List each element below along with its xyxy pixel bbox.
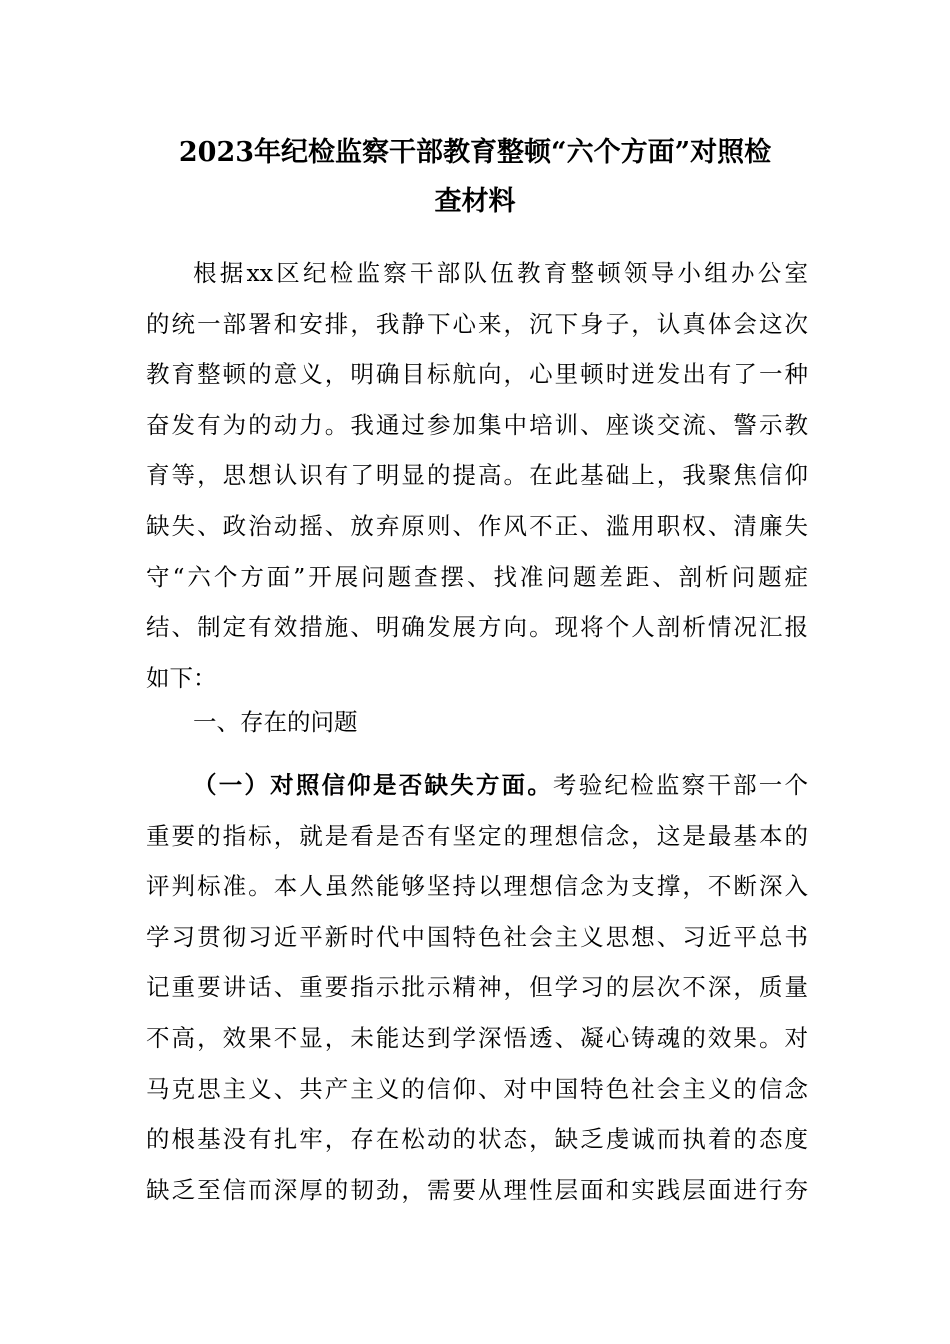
intro-line: 根据xx区纪检监察干部队伍教育整顿领导小组办公室 <box>193 259 808 287</box>
document-title <box>120 128 830 226</box>
intro-line: 结、制定有效措施、明确发展方向。现将个人剖析情况汇报 <box>146 613 808 642</box>
title-line-2: 查材料 <box>434 186 516 217</box>
item-1-line: 重要的指标，就是看是否有坚定的理想信念，这是最基本的 <box>146 821 808 850</box>
intro-line: 如下： <box>146 663 217 692</box>
intro-paragraph <box>146 248 808 703</box>
item-1-line: 记重要讲话、重要指示批示精神，但学习的层次不深，质量 <box>146 973 808 1002</box>
intro-line: 缺失、政治动摇、放弃原则、作风不正、滥用职权、清廉失 <box>146 511 808 540</box>
item-1-line: 不高，效果不显，未能达到学深悟透、凝心铸魂的效果。对 <box>146 1023 808 1052</box>
item-1-lead: （一）对照信仰是否缺失方面。 <box>193 771 554 799</box>
item-1-line: 的根基没有扎牢，存在松动的状态，缺乏虔诚而执着的态度 <box>146 1125 808 1154</box>
title-line-1: 2023年纪检监察干部教育整顿“六个方面”对照检 <box>178 137 772 168</box>
item-1-line: 学习贯彻习近平新时代中国特色社会主义思想、习近平总书 <box>146 922 808 951</box>
intro-line: 奋发有为的动力。我通过参加集中培训、座谈交流、警示教 <box>146 410 808 439</box>
intro-line: 教育整顿的意义，明确目标航向，心里顿时迸发出有了一种 <box>146 360 808 389</box>
item-1-line: 评判标准。本人虽然能够坚持以理想信念为支撑，不断深入 <box>146 872 808 901</box>
item-1-first-line <box>146 760 808 811</box>
intro-line: 守“六个方面”开展问题查摆、找准问题差距、剖析问题症 <box>146 562 808 591</box>
item-1-line: 缺乏至信而深厚的韧劲，需要从理性层面和实践层面进行夯 <box>146 1175 808 1204</box>
item-1-first-rest: 考验纪检监察干部一个 <box>553 771 809 799</box>
section-heading: 一、存在的问题 <box>193 708 358 736</box>
intro-line: 的统一部署和安排，我静下心来，沉下身子，认真体会这次 <box>146 309 808 338</box>
intro-line: 育等，思想认识有了明显的提高。在此基础上，我聚焦信仰 <box>146 461 808 490</box>
item-1-paragraph <box>146 760 808 1215</box>
item-1-line: 马克思主义、共产主义的信仰、对中国特色社会主义的信念 <box>146 1074 808 1103</box>
